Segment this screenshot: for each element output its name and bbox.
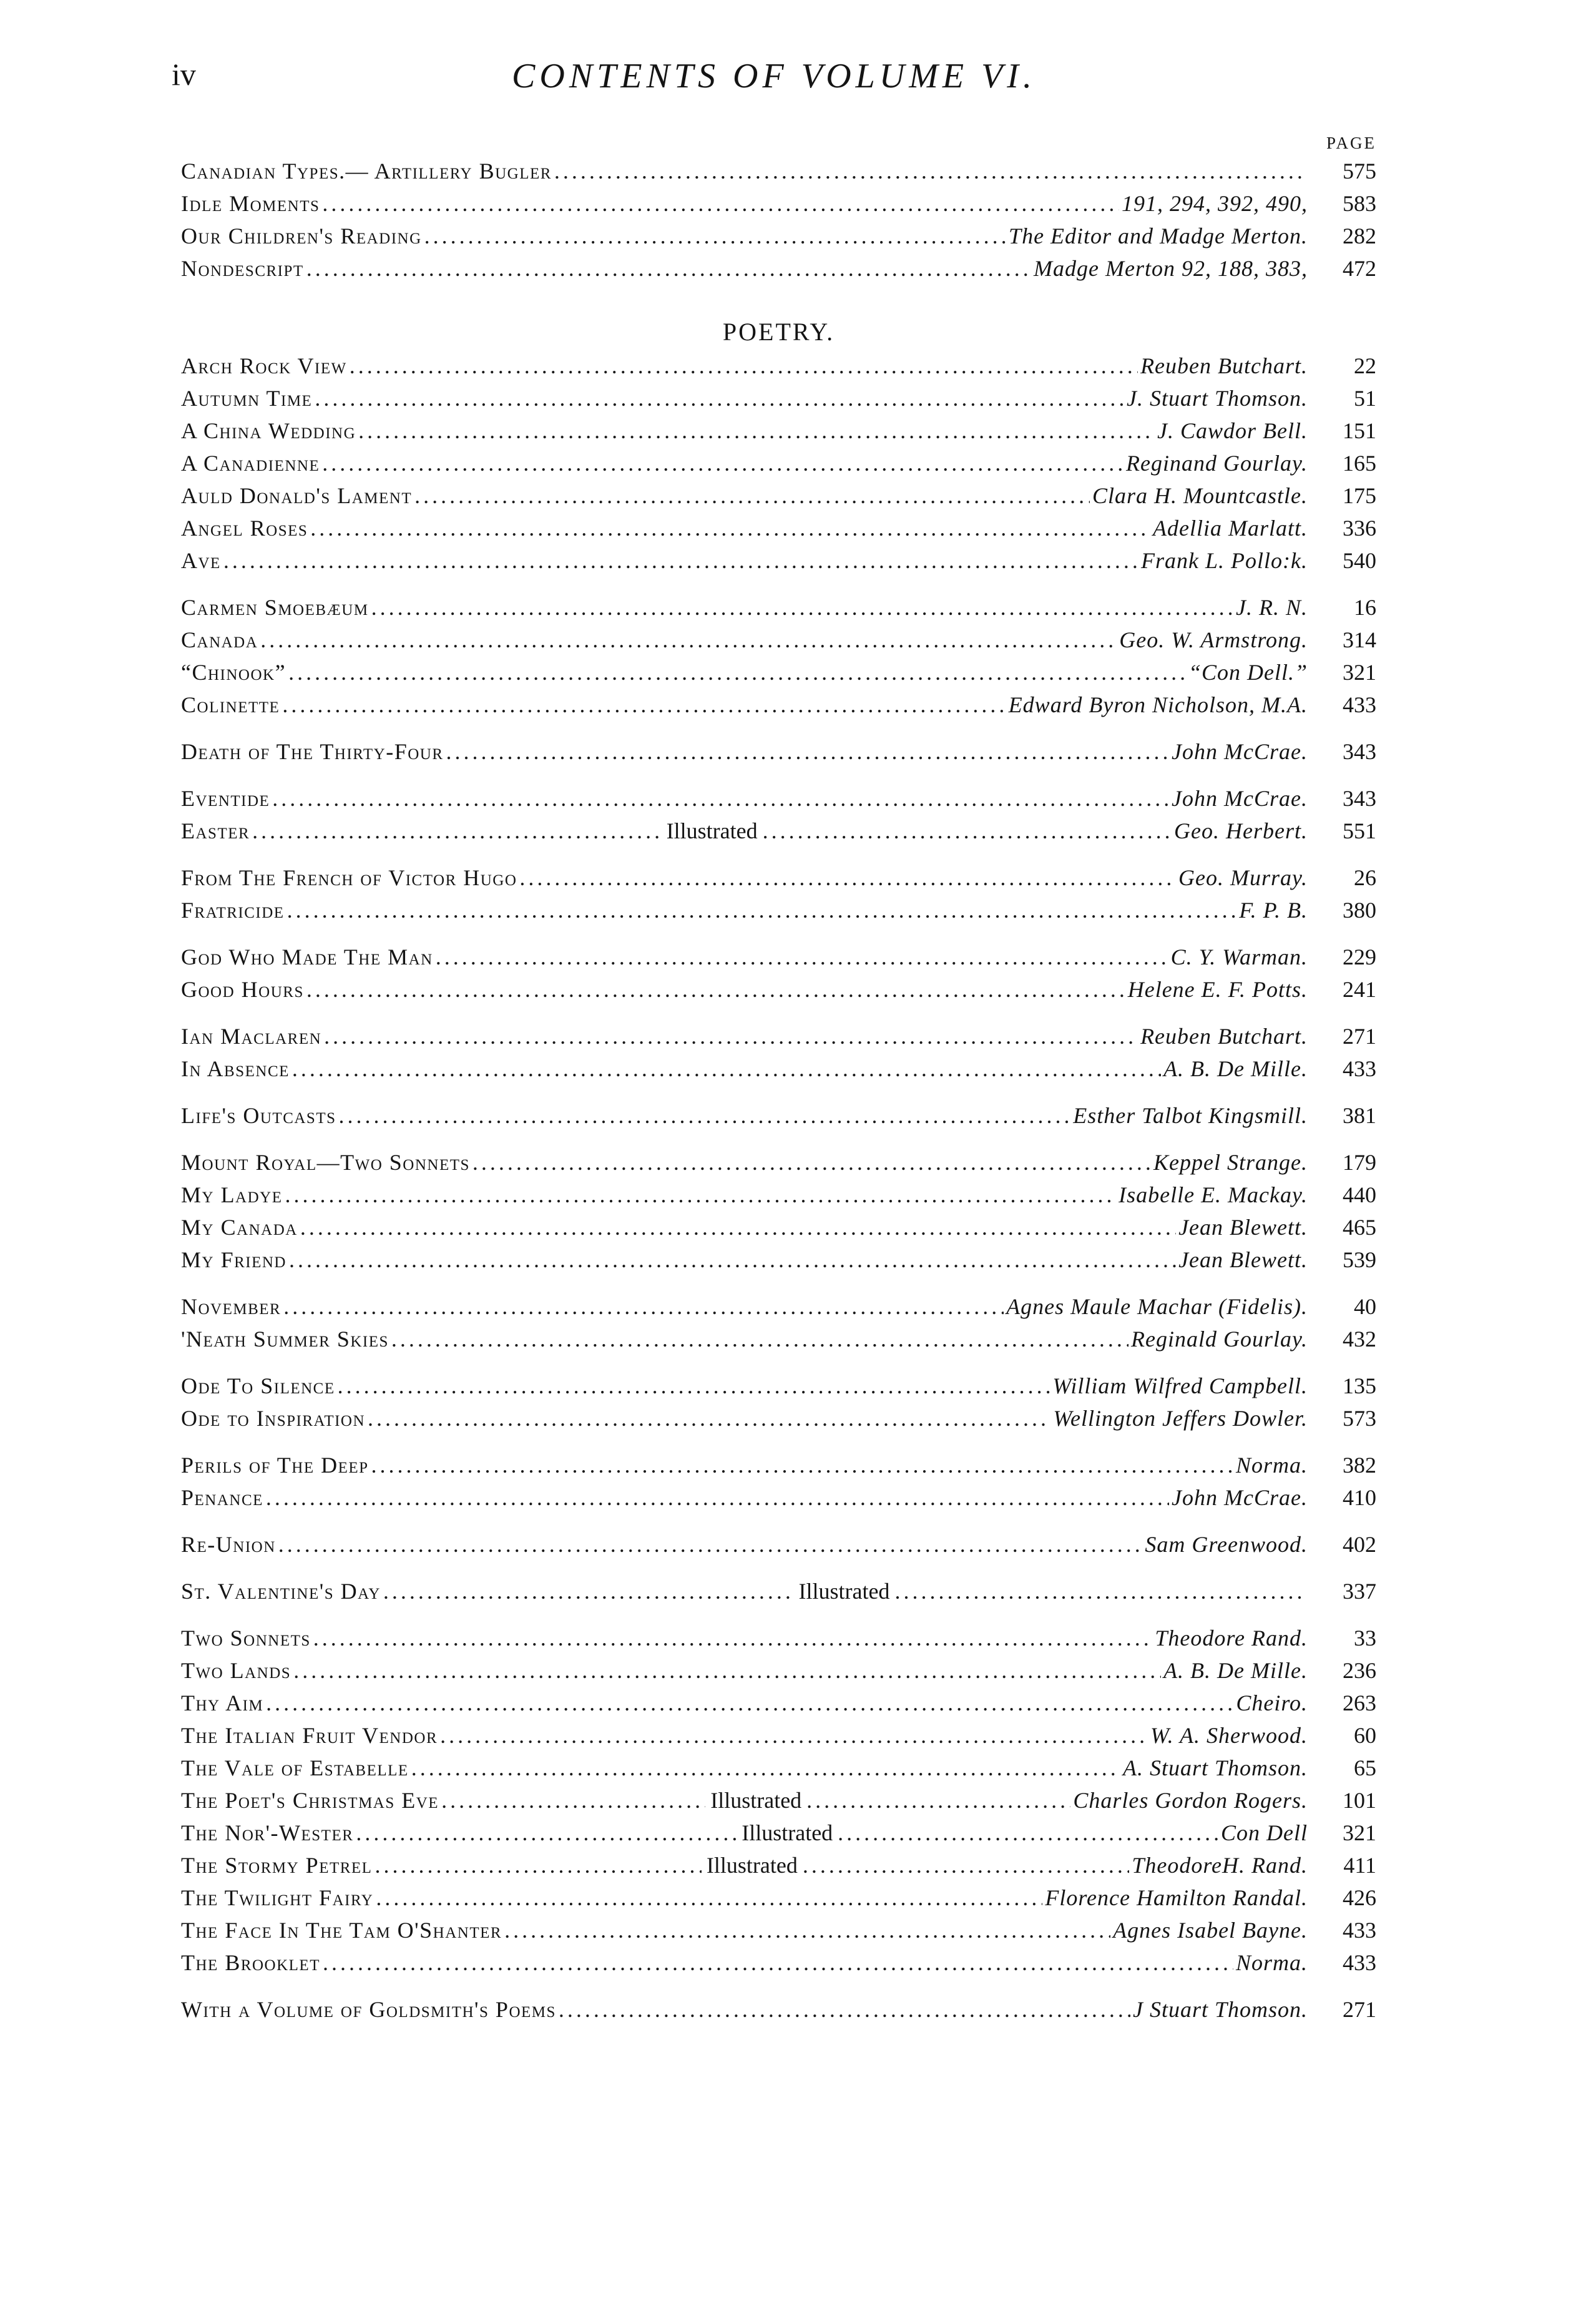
entry-page: 540 bbox=[1343, 548, 1376, 573]
entry-author: Reginand Gourlay. bbox=[1126, 451, 1308, 476]
dot-leader bbox=[285, 1182, 1117, 1208]
dot-leader bbox=[358, 418, 1155, 444]
dot-leader bbox=[292, 1056, 1161, 1082]
entry-author: Clara H. Mountcastle. bbox=[1092, 483, 1308, 508]
dot-leader bbox=[289, 1247, 1176, 1273]
toc-entry bbox=[181, 1917, 1376, 1950]
page-header bbox=[172, 52, 1376, 109]
entry-author: Theodore Rand. bbox=[1155, 1626, 1308, 1651]
entry-title: Two Sonnets bbox=[181, 1626, 311, 1651]
entry-title: St. Valentine's Day bbox=[181, 1579, 381, 1604]
entry-title: My Canada bbox=[181, 1215, 298, 1240]
entry-title: Canada bbox=[181, 627, 258, 652]
toc-entry bbox=[181, 1102, 1376, 1135]
toc-entry bbox=[181, 483, 1376, 515]
entry-note: Illustrated bbox=[710, 1788, 802, 1813]
entry-title: My Friend bbox=[181, 1247, 286, 1272]
entry-title: Good Hours bbox=[181, 977, 304, 1002]
entry-title: With a Volume of Goldsmith's Poems bbox=[181, 1997, 556, 2022]
entry-title: From The French of Victor Hugo bbox=[181, 865, 517, 890]
entry-author: TheodoreH. Rand. bbox=[1132, 1853, 1308, 1878]
entry-title: Ode to Inspiration bbox=[181, 1406, 366, 1431]
dot-leader bbox=[371, 594, 1233, 621]
toc-entry bbox=[181, 627, 1376, 659]
entry-page: 16 bbox=[1354, 595, 1376, 620]
entry-author: A. Stuart Thomson. bbox=[1122, 1755, 1308, 1780]
dot-leader bbox=[375, 1852, 701, 1878]
entry-author: Geo. Herbert. bbox=[1174, 818, 1308, 843]
toc-entry bbox=[181, 1885, 1376, 1917]
entry-page: 583 bbox=[1343, 191, 1376, 216]
toc-entry bbox=[181, 659, 1376, 692]
dot-leader bbox=[266, 1690, 1233, 1716]
entry-page: 179 bbox=[1343, 1150, 1376, 1175]
entry-page: 551 bbox=[1342, 818, 1376, 843]
entry-title: Re-Union bbox=[181, 1532, 276, 1557]
toc-entry bbox=[181, 1950, 1376, 1982]
entry-title: Autumn Time bbox=[181, 386, 313, 411]
entry-page: 573 bbox=[1343, 1406, 1376, 1431]
dot-leader bbox=[436, 944, 1168, 970]
entry-title: Canadian Types.— Artillery Bugler bbox=[181, 159, 552, 184]
entry-page: 433 bbox=[1343, 1918, 1376, 1943]
entry-author: J. Stuart Thomson. bbox=[1126, 386, 1308, 411]
toc-entry bbox=[181, 190, 1376, 223]
entry-page: 135 bbox=[1343, 1373, 1376, 1398]
dot-leader bbox=[288, 659, 1186, 685]
entry-page: 241 bbox=[1343, 977, 1376, 1002]
dot-leader bbox=[356, 1820, 737, 1846]
entry-title: God Who Made The Man bbox=[181, 944, 433, 969]
entry-author: F. P. B. bbox=[1239, 898, 1308, 923]
entry-author: W. A. Sherwood. bbox=[1150, 1723, 1308, 1748]
entry-page: 314 bbox=[1343, 627, 1376, 652]
entry-page: 380 bbox=[1343, 898, 1376, 923]
entry-page: 60 bbox=[1354, 1723, 1376, 1748]
entry-page: 337 bbox=[1343, 1579, 1376, 1604]
entry-title: 'Neath Summer Skies bbox=[181, 1327, 389, 1352]
entry-page: 33 bbox=[1354, 1626, 1376, 1651]
entry-author: Sam Greenwood. bbox=[1145, 1532, 1308, 1557]
entry-title: Ian Maclaren bbox=[181, 1024, 322, 1049]
entry-page: 229 bbox=[1343, 944, 1376, 969]
dot-leader bbox=[806, 1787, 1070, 1813]
entry-author: Jean Blewett. bbox=[1178, 1215, 1308, 1240]
toc-entry bbox=[181, 594, 1376, 627]
page-column-label: PAGE bbox=[1326, 134, 1376, 152]
entry-author: Jean Blewett. bbox=[1178, 1247, 1308, 1272]
entry-author: Norma. bbox=[1235, 1453, 1308, 1478]
toc-entry bbox=[181, 738, 1376, 771]
page-number: iv bbox=[172, 57, 196, 92]
toc-entry bbox=[181, 1625, 1376, 1657]
dot-leader bbox=[283, 1293, 1004, 1320]
toc-entry bbox=[181, 1996, 1376, 2029]
dot-leader bbox=[559, 1996, 1130, 2023]
toc-entry bbox=[181, 1182, 1376, 1214]
entry-note: Illustrated bbox=[706, 1853, 798, 1878]
entry-title: November bbox=[181, 1294, 282, 1319]
toc-entry bbox=[181, 1657, 1376, 1690]
entry-page: 26 bbox=[1354, 865, 1376, 890]
dot-leader bbox=[322, 190, 1119, 217]
dot-leader bbox=[278, 1531, 1143, 1558]
toc-entry bbox=[181, 1452, 1376, 1484]
toc-entry bbox=[181, 692, 1376, 724]
dot-leader bbox=[339, 1102, 1071, 1129]
entry-page: 343 bbox=[1343, 739, 1376, 764]
dot-leader bbox=[306, 255, 1031, 282]
dot-leader bbox=[223, 547, 1138, 574]
entry-author: The Editor and Madge Merton. bbox=[1009, 223, 1308, 248]
entry-title: The Nor'-Wester bbox=[181, 1820, 354, 1845]
entry-title: Nondescript bbox=[181, 256, 304, 281]
dot-leader bbox=[424, 223, 1006, 249]
entry-author: Reuben Butchart. bbox=[1140, 1024, 1308, 1049]
dot-leader bbox=[440, 1722, 1148, 1749]
entry-page: 402 bbox=[1343, 1532, 1376, 1557]
entry-title: The Face In The Tam O'Shanter bbox=[181, 1918, 502, 1943]
entry-author: Madge Merton 92, 188, 383, bbox=[1034, 256, 1308, 281]
toc-entry bbox=[181, 1326, 1376, 1358]
entry-author: A. B. De Mille. bbox=[1163, 1056, 1308, 1081]
dot-leader bbox=[414, 483, 1090, 509]
entry-title: In Absence bbox=[181, 1056, 290, 1081]
toc-entry bbox=[181, 1578, 1376, 1611]
toc-entry bbox=[181, 1531, 1376, 1564]
dot-leader bbox=[313, 1625, 1153, 1651]
entry-page: 433 bbox=[1343, 1056, 1376, 1081]
entry-page: 440 bbox=[1343, 1182, 1376, 1207]
toc-entry bbox=[181, 1247, 1376, 1279]
entry-author: Charles Gordon Rogers. bbox=[1073, 1788, 1308, 1813]
entry-title: Mount Royal—Two Sonnets bbox=[181, 1150, 470, 1175]
entry-author: C. Y. Warman. bbox=[1170, 944, 1308, 969]
toc-entry bbox=[181, 515, 1376, 547]
entry-title: The Poet's Christmas Eve bbox=[181, 1788, 439, 1813]
entry-page: 343 bbox=[1343, 786, 1376, 811]
entry-page: 575 bbox=[1343, 159, 1376, 184]
entry-title: Penance bbox=[181, 1485, 263, 1510]
entry-page: 321 bbox=[1343, 1820, 1376, 1845]
toc-entry bbox=[181, 1405, 1376, 1438]
entry-title: Perils of The Deep bbox=[181, 1453, 369, 1478]
entry-page: 165 bbox=[1343, 451, 1376, 476]
entry-page: 410 bbox=[1343, 1485, 1376, 1510]
entry-author: Norma. bbox=[1235, 1950, 1308, 1975]
dot-leader bbox=[266, 1484, 1169, 1511]
entry-author: Isabelle E. Mackay. bbox=[1119, 1182, 1308, 1207]
dot-leader bbox=[376, 1885, 1042, 1911]
entry-title: Our Children's Reading bbox=[181, 223, 422, 248]
entry-page: 321 bbox=[1343, 660, 1376, 685]
entry-note: Illustrated bbox=[798, 1579, 890, 1604]
entry-author: Keppel Strange. bbox=[1153, 1150, 1308, 1175]
toc-entry bbox=[181, 1293, 1376, 1326]
entry-title: Thy Aim bbox=[181, 1690, 264, 1715]
toc-entry bbox=[181, 223, 1376, 255]
dot-leader bbox=[338, 1373, 1050, 1399]
toc-entry bbox=[181, 1056, 1376, 1088]
entry-title: The Vale of Estabelle bbox=[181, 1755, 409, 1780]
toc-entry bbox=[181, 1373, 1376, 1405]
toc-entry bbox=[181, 818, 1376, 850]
entry-title: Eventide bbox=[181, 786, 270, 811]
entry-author: 191, 294, 392, 490, bbox=[1122, 191, 1308, 216]
toc-entry bbox=[181, 897, 1376, 930]
entry-author: John McCrae. bbox=[1172, 1485, 1308, 1510]
toc-entry bbox=[181, 158, 1376, 190]
entry-title: Colinette bbox=[181, 692, 280, 717]
dot-leader bbox=[371, 1452, 1233, 1478]
toc-entry bbox=[181, 1149, 1376, 1182]
toc-entry bbox=[181, 418, 1376, 450]
entry-page: 22 bbox=[1354, 353, 1376, 378]
dot-leader bbox=[504, 1917, 1110, 1943]
page-title: CONTENTS OF VOLUME VI. bbox=[512, 57, 1036, 96]
entry-page: 40 bbox=[1354, 1294, 1376, 1319]
dot-leader bbox=[554, 158, 1305, 184]
entry-author: Frank L. Pollo:k. bbox=[1141, 548, 1308, 573]
dot-leader bbox=[293, 1657, 1161, 1684]
toc-entry bbox=[181, 944, 1376, 976]
dot-leader bbox=[391, 1326, 1128, 1352]
dot-leader bbox=[519, 865, 1176, 891]
dot-leader bbox=[282, 692, 1006, 718]
entry-author: J Stuart Thomson. bbox=[1132, 1997, 1308, 2022]
dot-leader bbox=[350, 353, 1138, 379]
entry-page: 465 bbox=[1343, 1215, 1376, 1240]
dot-leader bbox=[310, 515, 1150, 541]
entry-author: Agnes Isabel Bayne. bbox=[1113, 1918, 1308, 1943]
entry-title: A Canadienne bbox=[181, 451, 320, 476]
dot-leader bbox=[322, 450, 1124, 476]
toc-entry bbox=[181, 1722, 1376, 1755]
toc-entry bbox=[181, 1484, 1376, 1517]
entry-title: Angel Roses bbox=[181, 516, 308, 541]
dot-leader bbox=[272, 785, 1169, 812]
entry-author: Helene E. F. Potts. bbox=[1127, 977, 1308, 1002]
entry-page: 472 bbox=[1343, 256, 1376, 281]
entry-page: 539 bbox=[1343, 1247, 1376, 1272]
entry-page: 282 bbox=[1343, 223, 1376, 248]
dot-leader bbox=[260, 627, 1117, 653]
entry-author: J. R. N. bbox=[1236, 595, 1308, 620]
dot-leader bbox=[894, 1578, 1305, 1604]
entry-title: Easter bbox=[181, 818, 250, 843]
entry-page: 263 bbox=[1343, 1690, 1376, 1715]
dot-leader bbox=[315, 385, 1124, 411]
entry-title: Carmen Smoebæum bbox=[181, 595, 369, 620]
entry-title: Fratricide bbox=[181, 898, 285, 923]
entry-author: Wellington Jeffers Dowler. bbox=[1053, 1406, 1308, 1431]
toc-entry bbox=[181, 1690, 1376, 1722]
entry-author: “Con Dell.” bbox=[1188, 660, 1308, 685]
entry-page: 271 bbox=[1343, 1024, 1376, 1049]
entry-page: 101 bbox=[1342, 1788, 1376, 1813]
entry-page: 271 bbox=[1343, 1997, 1376, 2022]
toc-entry bbox=[181, 255, 1376, 288]
toc-entry bbox=[181, 547, 1376, 580]
entry-title: The Italian Fruit Vendor bbox=[181, 1723, 438, 1748]
entry-title: The Brooklet bbox=[181, 1950, 320, 1975]
dot-leader bbox=[287, 897, 1237, 923]
entry-title: Ave bbox=[181, 548, 221, 573]
entry-author: Florence Hamilton Randal. bbox=[1045, 1885, 1308, 1910]
entry-title: Arch Rock View bbox=[181, 353, 347, 378]
entry-author: John McCrae. bbox=[1172, 739, 1308, 764]
toc-entry bbox=[181, 1023, 1376, 1056]
dot-leader bbox=[446, 738, 1170, 765]
dot-leader bbox=[411, 1755, 1120, 1781]
entry-author: Esther Talbot Kingsmill. bbox=[1073, 1103, 1308, 1128]
entry-title: Life's Outcasts bbox=[181, 1103, 336, 1128]
entry-title: Death of The Thirty-Four bbox=[181, 739, 444, 764]
entry-page: 236 bbox=[1343, 1658, 1376, 1683]
entry-author: Geo. W. Armstrong. bbox=[1119, 627, 1308, 652]
entry-title: “Chinook” bbox=[181, 660, 286, 685]
dot-leader bbox=[838, 1820, 1218, 1846]
toc-entry bbox=[181, 1755, 1376, 1787]
toc-entry bbox=[181, 976, 1376, 1009]
dot-leader bbox=[383, 1578, 794, 1604]
entry-author: Geo. Murray. bbox=[1178, 865, 1308, 890]
toc-entry bbox=[181, 1820, 1376, 1852]
toc-entry bbox=[181, 1852, 1376, 1885]
dot-leader bbox=[763, 818, 1172, 844]
entry-title: Ode To Silence bbox=[181, 1373, 335, 1398]
entry-page: 381 bbox=[1343, 1103, 1376, 1128]
entry-author: J. Cawdor Bell. bbox=[1157, 418, 1308, 443]
entry-author: A. B. De Mille. bbox=[1163, 1658, 1308, 1683]
entry-author: Edward Byron Nicholson, M.A. bbox=[1008, 692, 1308, 717]
entry-page: 433 bbox=[1343, 692, 1376, 717]
poetry-heading: POETRY. bbox=[722, 318, 835, 346]
entry-page: 175 bbox=[1343, 483, 1376, 508]
entry-page: 51 bbox=[1354, 386, 1376, 411]
toc-entry bbox=[181, 1787, 1376, 1820]
entry-title: The Twilight Fairy bbox=[181, 1885, 374, 1910]
entry-author: John McCrae. bbox=[1172, 786, 1308, 811]
entry-author: Agnes Maule Machar (Fidelis). bbox=[1006, 1294, 1308, 1319]
entry-title: Auld Donald's Lament bbox=[181, 483, 413, 508]
dot-leader bbox=[324, 1023, 1138, 1049]
entry-note: Illustrated bbox=[666, 818, 758, 843]
entry-page: 65 bbox=[1354, 1755, 1376, 1780]
dot-leader bbox=[472, 1149, 1151, 1175]
entry-page: 432 bbox=[1343, 1327, 1376, 1352]
entry-page: 411 bbox=[1343, 1853, 1376, 1878]
entry-title: The Stormy Petrel bbox=[181, 1853, 373, 1878]
entry-page: 426 bbox=[1343, 1885, 1376, 1910]
toc-entry bbox=[181, 385, 1376, 418]
dot-leader bbox=[252, 818, 661, 844]
toc-entry bbox=[181, 1214, 1376, 1247]
entry-author: Cheiro. bbox=[1236, 1690, 1308, 1715]
entry-author: Reuben Butchart. bbox=[1140, 353, 1308, 378]
dot-leader bbox=[441, 1787, 705, 1813]
dot-leader bbox=[300, 1214, 1176, 1240]
toc-entry bbox=[181, 865, 1376, 897]
entry-page: 336 bbox=[1343, 516, 1376, 541]
entry-page: 433 bbox=[1343, 1950, 1376, 1975]
entry-title: Two Lands bbox=[181, 1658, 291, 1683]
entry-title: A China Wedding bbox=[181, 418, 356, 443]
entry-author: Adellia Marlatt. bbox=[1153, 516, 1308, 541]
dot-leader bbox=[306, 976, 1125, 1003]
toc-entry bbox=[181, 785, 1376, 818]
entry-note: Illustrated bbox=[742, 1820, 833, 1845]
toc-entry bbox=[181, 450, 1376, 483]
dot-leader bbox=[368, 1405, 1050, 1431]
entry-author: Con Dell bbox=[1221, 1820, 1308, 1845]
dot-leader bbox=[323, 1950, 1233, 1976]
entry-author: William Wilfred Campbell. bbox=[1052, 1373, 1308, 1398]
entry-title: My Ladye bbox=[181, 1182, 283, 1207]
entry-page: 151 bbox=[1343, 418, 1376, 443]
entry-page: 382 bbox=[1343, 1453, 1376, 1478]
entry-title: Idle Moments bbox=[181, 191, 320, 216]
toc-entry bbox=[181, 353, 1376, 385]
entry-author: Reginald Gourlay. bbox=[1131, 1327, 1308, 1352]
dot-leader bbox=[803, 1852, 1129, 1878]
